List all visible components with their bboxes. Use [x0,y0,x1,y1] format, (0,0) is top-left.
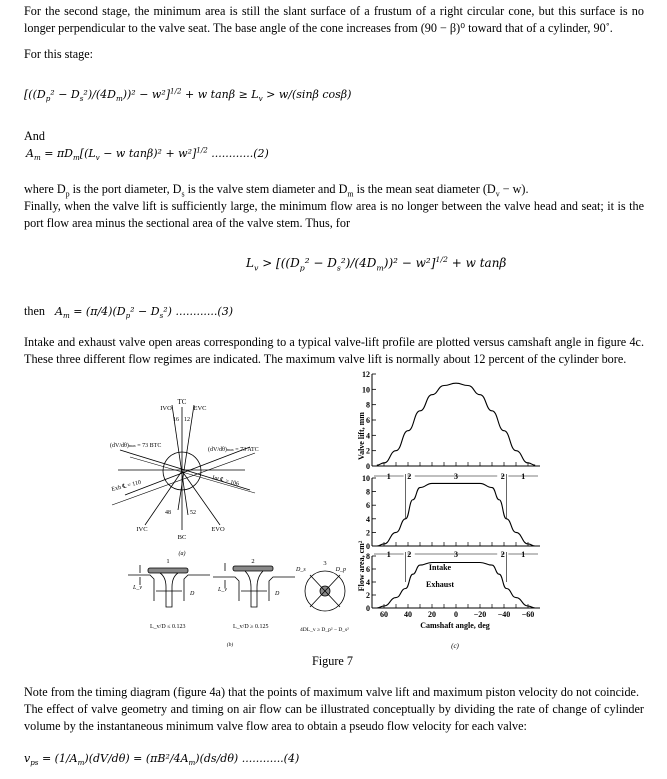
paragraph-where-text: where $D_p$ is the port diameter, $D_s$ is the valve stem diameter and $D_m$ is the mean seat diameter $(D_v - w)$. [24,182,529,199]
x-tick-label: −20 [473,610,487,619]
intake-label: Intake [428,563,452,572]
ivo-label: IVO [160,405,172,412]
tc-label: TC [177,398,187,406]
stage-2-d: D [275,591,280,597]
paragraph-for-this-stage: For this stage: [24,47,94,61]
stage-2-lv: L_v [218,587,227,593]
equation-2 [26,145,269,163]
valve-lift-y-tick-label: 12 [362,370,370,379]
paragraph-and: And [24,129,45,143]
valve-lift-y-tick-label: 4 [366,431,370,441]
figure-a-label: (a) [178,551,186,557]
equation-3-text: $A_m = (\pi/4)(D_p^2 - D_s^2)$ ............(3) [54,305,234,321]
figure-c-label: (c) [451,642,459,650]
valve-lift-curve [377,383,535,465]
flow-area-axis-label: Flow area, cm² [357,540,366,592]
intake-y-tick-label: 6 [366,501,370,511]
exhaust-regime-label: 1 [386,550,391,559]
valve-lift-flow-area-plots [340,366,570,661]
equation-2-text: $A_m = \pi D_m[(L_v - w$ tanβ)² + w²]$^{1/2}$ ............(2) [26,145,269,163]
stage-2-number: 2 [251,558,255,565]
figure-caption: Figure 7 [312,654,353,668]
exhaust-regime-label: 2 [407,550,412,559]
intake-y-tick-label: 4 [366,514,370,524]
valve-lift-y-tick-label: 2 [366,446,370,456]
exhaust-regime-label: 3 [454,550,458,559]
intake-y-tick-label: 10 [362,474,370,483]
paragraph-effect-geometry: The effect of valve geometry and timing on air flow can be illustrated conceptually by dividing the rate of change of cylinder volume by the instantaneous minimum valve flow area to obtain a pseudo flow velocity for each valve: [24,702,644,733]
valve-lift-y-tick-label: 10 [362,385,370,395]
exhaust-y-tick-label: 4 [366,578,370,587]
equation-stage3-text: $L_v > [((D_p^2 - D_s^2)/(4D_m))^2 - w^2]^{1/2} + w$ tanβ [246,255,507,273]
exhaust-y-tick-label: 0 [366,604,370,613]
exhaust-regime-label: 2 [500,550,505,559]
equation-4-text: $v_{ps} = (1/A_m)(dV/d\theta) = (\pi B^2/4A_m)(ds/d\theta)$ ............(4) [24,752,300,768]
timing-diagram [100,395,270,565]
valve-stages-diagram [100,555,350,655]
x-tick-label: −60 [521,610,535,619]
exhaust-regime-label: 1 [521,550,526,559]
bc-label: BC [177,534,187,541]
stage-1-lv: L_v [133,585,142,591]
dv-btc-label: (dV/dθ)max = 73 BTC [110,443,162,449]
dv-atc-label: (dV/dθ)max = 73 ATC [208,447,259,453]
exhaust-curve [377,563,535,609]
equation-stage2-condition [24,86,352,104]
int-centerline-label: Int ℄ = 106 [211,475,240,488]
stage-1-condition: L_v/D ≤ 0.123 [150,624,186,630]
intake-regime-label: 2 [500,472,505,481]
valve-lift-axis-label: Valve lift, mm [357,412,366,460]
exhaust-y-tick-label: 2 [366,591,370,600]
evc-degrees: 12 [184,417,190,423]
exh-cl-line [112,453,255,505]
evo-degrees: 52 [190,510,196,516]
exhaust-y-tick-label: 6 [366,565,370,574]
evo-label: EVO [211,526,225,533]
stage-1-number: 1 [166,558,170,565]
intake-y-tick-label: 2 [366,528,370,538]
exhaust-label: Exhaust [425,580,455,589]
equation-3 [24,302,233,320]
exh-centerline-label: Exh ℄ = 110 [111,479,142,493]
paragraph-second-stage: For the second stage, the minimum area is still the slant surface of a frustum of a right circular cone, but this surface is no longer perpendicular to the valve seat. The base angle of the cone increases from (90 − β)⁰ toward that of a cylinder, 90˚. [24,4,644,35]
intake-y-tick-label: 0 [366,542,370,551]
ivc-label: IVC [136,526,148,533]
dv-atc-line [125,447,250,495]
valve-lift-y-tick-label: 6 [366,416,370,425]
valve-stage-3 [305,571,345,611]
paragraph-intake-exhaust: Intake and exhaust valve open areas corresponding to a typical valve-lift profile are plotted versus camshaft angle in figure 4c. These three different flow regimes are indicated. The maximum valve lift is normally about 12 percent of the cylinder bore. [24,335,644,366]
x-tick-label: 60 [380,610,388,619]
x-tick-label: 0 [454,610,458,619]
intake-curve [377,483,535,546]
stage-3-dp: D_p [335,567,346,573]
intake-regime-label: 3 [454,472,458,481]
figure-b-label: (b) [226,642,234,648]
stage-1-d: D [190,591,195,597]
paragraph-note-timing: Note from the timing diagram (figure 4a) that the points of maximum valve lift and maximum piston velocity do not coincide. [24,685,639,699]
paragraph-where [24,181,644,198]
equation-stage3-condition [246,255,507,273]
int-cl-line [130,457,255,493]
x-tick-label: 40 [404,610,412,619]
evc-label: EVC [193,405,207,412]
valve-lift-y-tick-label: 8 [366,400,370,410]
x-tick-label: 20 [428,610,436,619]
stage-3-number: 3 [323,560,327,567]
intake-y-tick-label: 8 [366,487,370,497]
paragraph-finally: Finally, when the valve lift is sufficiently large, the minimum flow area is no longer between the valve head and seat; it is the port flow area minus the sectional area of the valve stem. Thus, for [24,199,644,230]
ivc-degrees: 48 [165,510,171,516]
equation-4 [24,752,300,768]
stage-3-ds: D_s [296,567,306,573]
ivo-degrees: 16 [173,417,179,423]
stage-2-condition: L_v/D ≥ 0.125 [233,624,269,630]
camshaft-angle-axis-label: Camshaft angle, deg [420,621,490,630]
stage-3-condition: 4DL_v ≥ D_p² − D_s² [300,627,349,633]
intake-regime-label: 1 [386,472,391,481]
ivc-line [145,471,182,525]
valve-stage-2 [213,563,295,607]
intake-regime-label: 1 [521,472,526,481]
equation-stage2-text: $[((D_p^2 - D_s^2)/(4D_m))^2 - w^2]^{1/2} + w$ $\tan\beta \ge L_v > w/(\sin\beta$ cosβ) [24,86,352,104]
intake-regime-label: 2 [407,472,412,481]
valve-lift-y-tick-label: 0 [366,462,370,471]
x-tick-label: −40 [497,610,511,619]
then-label: then [24,304,45,318]
exhaust-y-tick-label: 8 [366,552,370,561]
